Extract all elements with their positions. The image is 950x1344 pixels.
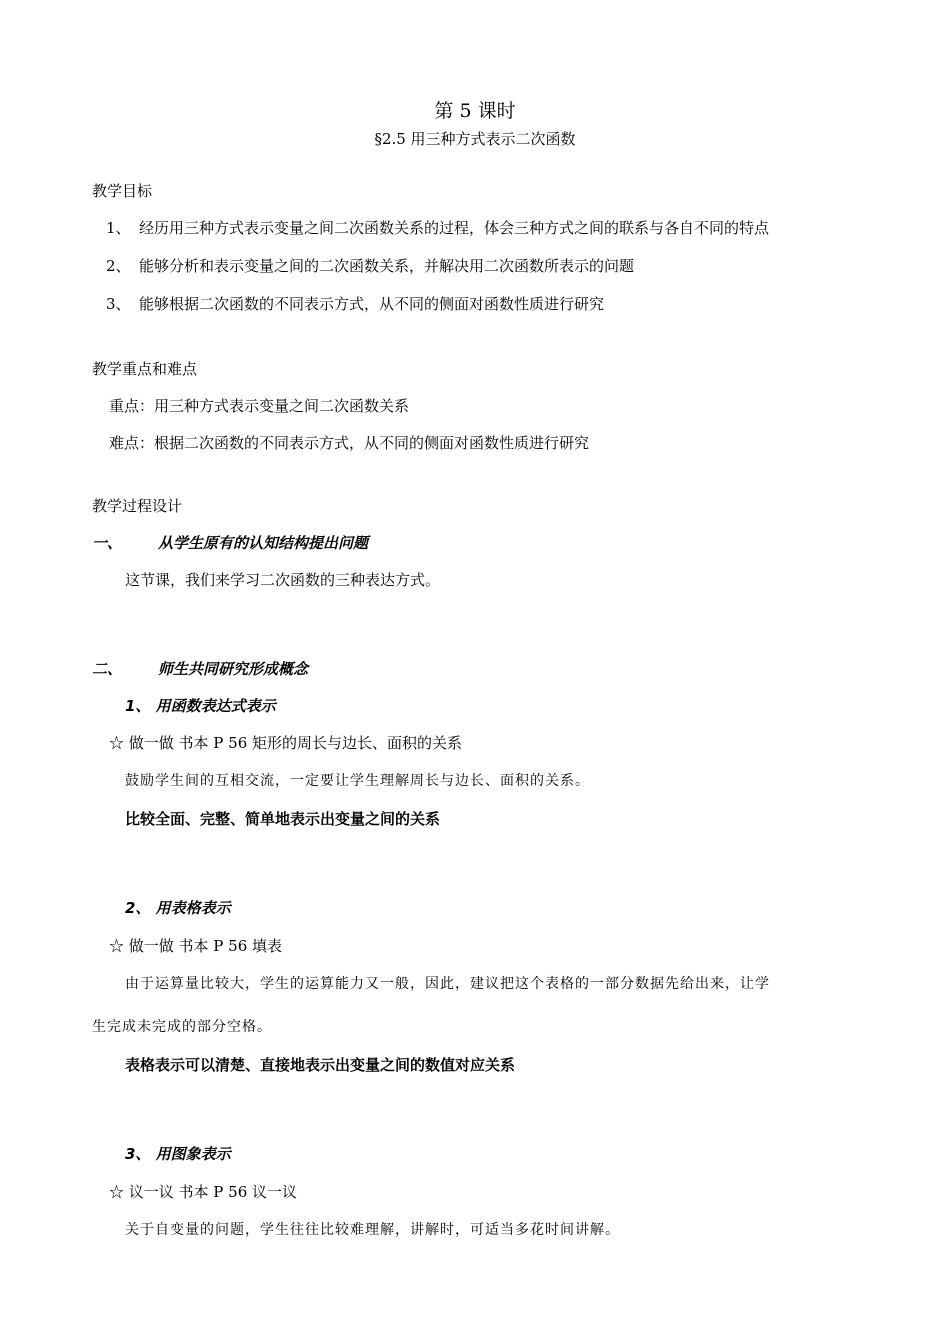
section-number: 二、 bbox=[92, 660, 123, 678]
note-text: 关于自变量的问题，学生往往比较难理解，讲解时，可适当多花时间讲解。 bbox=[125, 1222, 620, 1238]
objective-number: 2、 bbox=[106, 257, 131, 275]
section-title: 师生共同研究形成概念 bbox=[158, 660, 309, 678]
objective-number: 1、 bbox=[106, 219, 131, 237]
objective-item bbox=[106, 219, 769, 237]
subsection-title: 3、 用图象表示 bbox=[125, 1145, 231, 1163]
note-text: 鼓励学生间的互相交流，一定要让学生理解周长与边长、面积的关系。 bbox=[125, 773, 590, 789]
focus-text: 重点：用三种方式表示变量之间二次函数关系 bbox=[109, 397, 410, 415]
activity-text: ☆ 做一做 书本 P 56 填表 bbox=[109, 937, 283, 955]
subsection-title: 2、 用表格表示 bbox=[125, 899, 231, 917]
activity-text: ☆ 做一做 书本 P 56 矩形的周长与边长、面积的关系 bbox=[109, 734, 463, 752]
key-points-heading: 教学重点和难点 bbox=[92, 360, 198, 378]
page-subtitle: §2.5 用三种方式表示二次函数 bbox=[374, 130, 576, 148]
objective-item bbox=[106, 295, 604, 313]
note-text-continued: 生完成未完成的部分空格。 bbox=[92, 1019, 272, 1035]
page-title: 第 5 课时 bbox=[434, 100, 516, 122]
objective-number: 3、 bbox=[106, 295, 131, 313]
note-text: 由于运算量比较大，学生的运算能力又一般，因此，建议把这个表格的一部分数据先给出来，让学 bbox=[125, 976, 770, 992]
objective-text: 经历用三种方式表示变量之间二次函数关系的过程，体会三种方式之间的联系与各自不同的特点 bbox=[139, 219, 770, 237]
objective-text: 能够根据二次函数的不同表示方式，从不同的侧面对函数性质进行研究 bbox=[139, 295, 605, 313]
objectives-heading: 教学目标 bbox=[92, 182, 153, 200]
objective-item bbox=[106, 257, 634, 275]
process-heading: 教学过程设计 bbox=[92, 497, 183, 515]
section-title: 从学生原有的认知结构提出问题 bbox=[158, 534, 369, 552]
section-number: 一、 bbox=[92, 534, 123, 552]
section-text: 这节课，我们来学习二次函数的三种表达方式。 bbox=[125, 571, 441, 589]
activity-text: ☆ 议一议 书本 P 56 议一议 bbox=[109, 1183, 298, 1201]
summary-text: 比较全面、完整、简单地表示出变量之间的关系 bbox=[125, 810, 441, 828]
subsection-title: 1、 用函数表达式表示 bbox=[125, 697, 276, 715]
summary-text: 表格表示可以清楚、直接地表示出变量之间的数值对应关系 bbox=[125, 1056, 516, 1074]
difficulty-text: 难点：根据二次函数的不同表示方式，从不同的侧面对函数性质进行研究 bbox=[109, 434, 590, 452]
objective-text: 能够分析和表示变量之间的二次函数关系，并解决用二次函数所表示的问题 bbox=[139, 257, 635, 275]
